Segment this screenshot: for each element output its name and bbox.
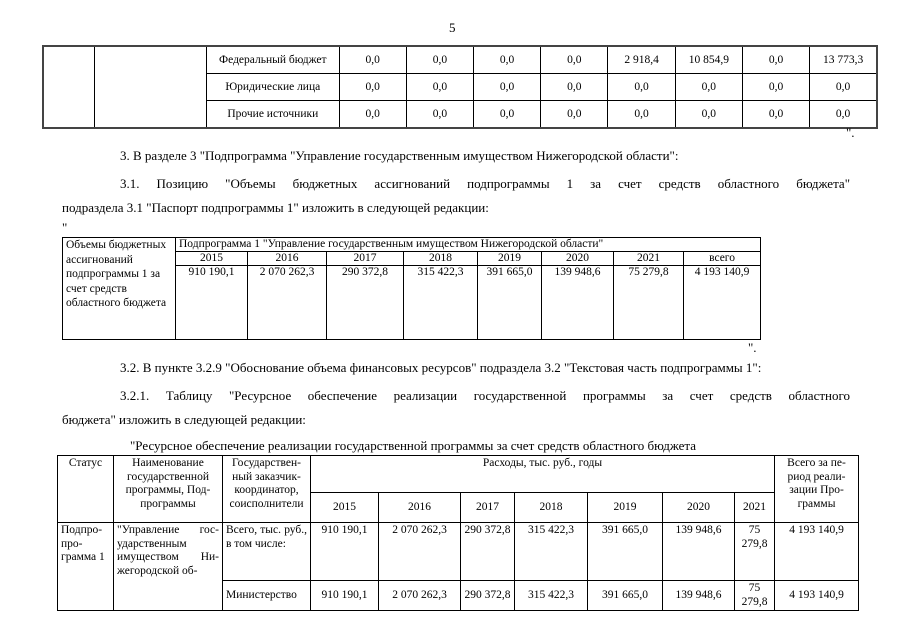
paragraph-3-1-cont: подраздела 3.1 "Паспорт подпрограммы 1" изложить в следующей редакции:: [62, 200, 489, 215]
header-status: Статус: [58, 456, 114, 523]
value-cell: 0,0: [810, 74, 877, 101]
value-cell: 13 773,3: [810, 46, 877, 74]
value-cell: 139 948,6: [663, 581, 735, 611]
end-quote: ".: [846, 125, 855, 140]
paragraph-3-2-1-cont: бюджета" изложить в следующей редакции:: [62, 412, 306, 427]
header-customer: Государствен-ный заказчик-координатор, соисполнители: [223, 456, 311, 523]
funding-sources-table: [42, 45, 878, 129]
value-cell: 0,0: [406, 46, 473, 74]
value-cell: 0,0: [474, 74, 541, 101]
resource-table: [57, 455, 859, 611]
year-header: всего: [684, 252, 761, 266]
paragraph-3-2: 3.2. В пункте 3.2.9 "Обоснование объема финансовых ресурсов" подраздела 3.2 "Текстовая часть подпрограммы 1":: [120, 360, 762, 375]
value-cell: 75 279,8: [614, 266, 684, 340]
value-cell: 0,0: [675, 74, 742, 101]
year-header: 2018: [515, 493, 588, 523]
value-cell: 0,0: [339, 74, 406, 101]
value-cell: 2 918,4: [608, 46, 675, 74]
value-cell: 391 665,0: [478, 266, 542, 340]
passport-label: Объемы бюджетных ассигнований подпрограммы 1 за счет средств областного бюджета: [63, 238, 176, 340]
table-title: "Ресурсное обеспечение реализации государственной программы за счет средств областного бюджета: [130, 438, 697, 453]
value-cell: 315 422,3: [515, 523, 588, 581]
value-cell: 290 372,8: [327, 266, 404, 340]
name-cell: "Управление гос-ударственным имуществом Ни-жегородской об-: [114, 523, 223, 611]
empty-cell: [43, 46, 94, 128]
value-cell: 0,0: [406, 74, 473, 101]
year-header: 2016: [248, 252, 327, 266]
value-cell: 290 372,8: [461, 523, 515, 581]
value-cell: 0,0: [608, 74, 675, 101]
year-header: 2021: [735, 493, 775, 523]
year-header: 2019: [588, 493, 663, 523]
paragraph-3-2-1: 3.2.1. Таблицу "Ресурсное обеспечение реализации государственной программы за счет средств областного: [120, 388, 850, 403]
value-cell: 2 070 262,3: [379, 523, 461, 581]
value-cell: 0,0: [810, 101, 877, 129]
header-total: Всего за пе-риод реали-зации Про-граммы: [775, 456, 859, 523]
end-quote: ".: [748, 340, 757, 355]
page-number: 5: [449, 20, 456, 35]
value-cell: 4 193 140,9: [775, 581, 859, 611]
year-header: 2020: [663, 493, 735, 523]
value-cell: 0,0: [339, 46, 406, 74]
year-header: 2015: [311, 493, 379, 523]
value-cell: 0,0: [541, 101, 608, 129]
value-cell: 0,0: [742, 101, 809, 129]
year-header: 2015: [176, 252, 248, 266]
source-label: Федеральный бюджет: [207, 46, 339, 74]
value-cell: 0,0: [742, 46, 809, 74]
value-cell: 0,0: [541, 46, 608, 74]
value-cell: 0,0: [541, 74, 608, 101]
year-header: 2019: [478, 252, 542, 266]
source-label: Юридические лица: [207, 74, 339, 101]
year-header: 2016: [379, 493, 461, 523]
year-header: 2017: [461, 493, 515, 523]
value-cell: 0,0: [742, 74, 809, 101]
passport-table: [62, 237, 761, 340]
value-cell: 315 422,3: [404, 266, 478, 340]
value-cell: 0,0: [608, 101, 675, 129]
value-cell: 910 190,1: [311, 581, 379, 611]
year-header: 2020: [542, 252, 614, 266]
value-cell: 0,0: [339, 101, 406, 129]
year-header: 2021: [614, 252, 684, 266]
passport-title: Подпрограмма 1 "Управление государственным имуществом Нижегородской области": [176, 238, 761, 252]
value-cell: 139 948,6: [663, 523, 735, 581]
value-cell: 75 279,8: [735, 581, 775, 611]
value-cell: 0,0: [474, 46, 541, 74]
year-header: 2018: [404, 252, 478, 266]
status-cell: Подпро-про-грамма 1: [58, 523, 114, 611]
value-cell: 2 070 262,3: [248, 266, 327, 340]
value-cell: 2 070 262,3: [379, 581, 461, 611]
value-cell: 10 854,9: [675, 46, 742, 74]
value-cell: 0,0: [474, 101, 541, 129]
value-cell: 391 665,0: [588, 523, 663, 581]
value-cell: 290 372,8: [461, 581, 515, 611]
source-label: Прочие источники: [207, 101, 339, 129]
empty-cell: [94, 46, 206, 128]
open-quote: ": [62, 220, 68, 235]
value-cell: 0,0: [406, 101, 473, 129]
value-cell: 910 190,1: [311, 523, 379, 581]
paragraph-3: 3. В разделе 3 "Подпрограмма "Управление государственным имуществом Нижегородской области":: [120, 148, 679, 163]
header-name: Наименование государственной программы, Под-программы: [114, 456, 223, 523]
customer-cell: Министерство: [223, 581, 311, 611]
header-expenses: Расходы, тыс. руб., годы: [311, 456, 775, 493]
value-cell: 910 190,1: [176, 266, 248, 340]
value-cell: 75 279,8: [735, 523, 775, 581]
value-cell: 4 193 140,9: [775, 523, 859, 581]
paragraph-3-1: 3.1. Позицию "Объемы бюджетных ассигнований подпрограммы 1 за счет средств областного бюджета": [120, 176, 850, 191]
year-header: 2017: [327, 252, 404, 266]
value-cell: 0,0: [675, 101, 742, 129]
value-cell: 391 665,0: [588, 581, 663, 611]
value-cell: 139 948,6: [542, 266, 614, 340]
value-cell: 4 193 140,9: [684, 266, 761, 340]
value-cell: 315 422,3: [515, 581, 588, 611]
customer-cell: Всего, тыс. руб., в том числе:: [223, 523, 311, 581]
table-row: [43, 46, 877, 74]
